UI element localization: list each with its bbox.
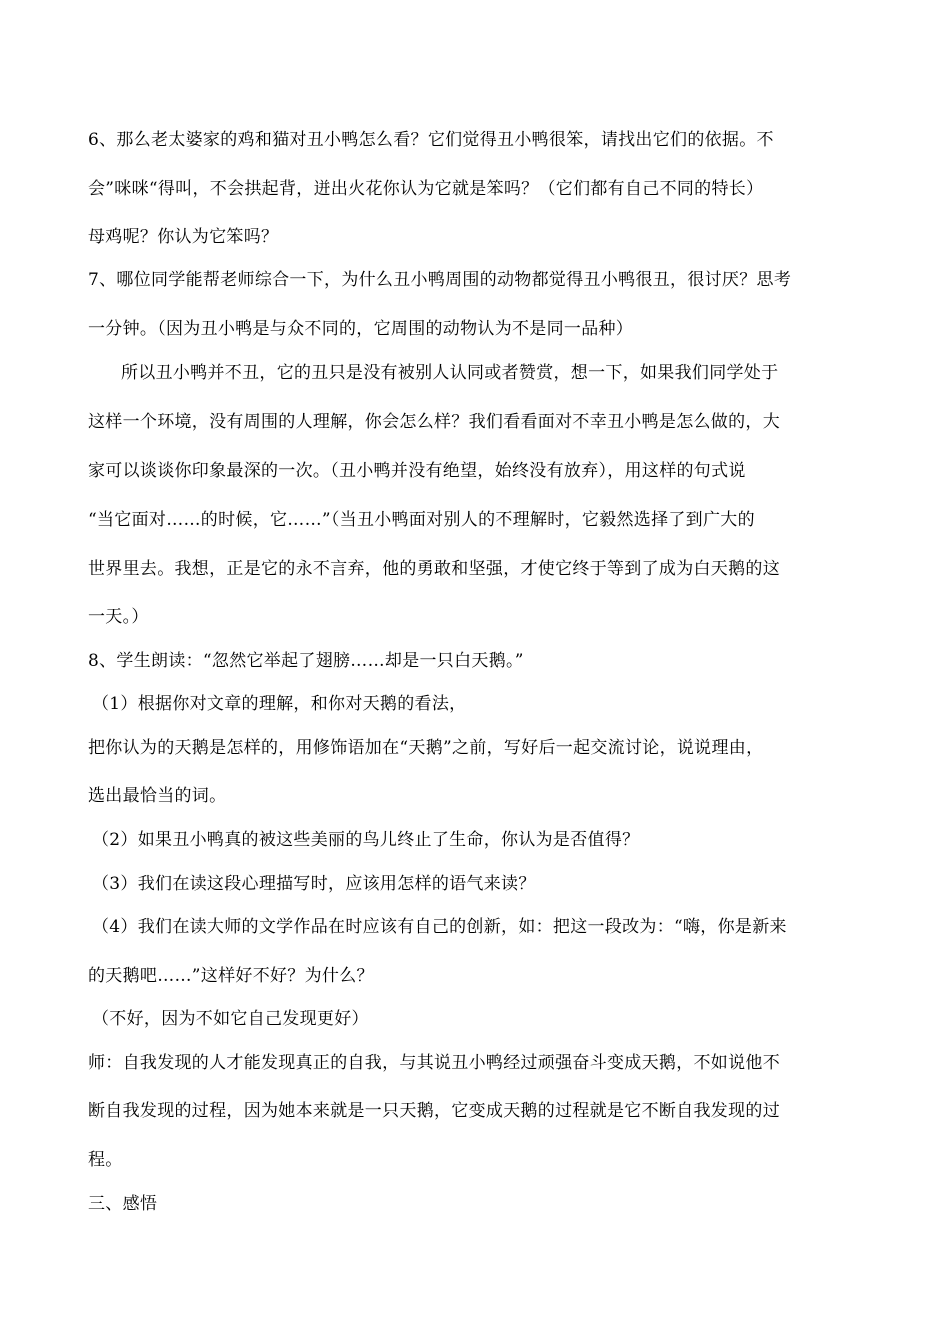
section-heading: 三、感悟 [88,1194,158,1214]
paragraph-line: 7、哪位同学能帮老师综合一下，为什么丑小鸭周围的动物都觉得丑小鸭很丑，很讨厌？思考 [88,270,792,290]
paragraph-line: 会”咪咪“得叫，不会拱起背，迸出火花你认为它就是笨吗？（它们都有自己不同的特长） [88,179,764,199]
paragraph-line: “当它面对……的时候，它……”（当丑小鸭面对别人的不理解时，它毅然选择了到广大的 [88,510,755,530]
paragraph-line: 母鸡呢？你认为它笨吗？ [88,227,279,247]
paragraph-line: （2）如果丑小鸭真的被这些美丽的鸟儿终止了生命，你认为是否值得？ [92,830,640,850]
paragraph-line: 一分钟。（因为丑小鸭是与众不同的，它周围的动物认为不是同一品种） [88,319,634,339]
paragraph-line: （不好，因为不如它自己发现更好） [92,1009,369,1029]
paragraph-line: 的天鹅吧……”这样好不好？为什么？ [88,966,374,986]
paragraph-line: 家可以谈谈你印象最深的一次。（丑小鸭并没有绝望，始终没有放弃），用这样的句式说 [88,461,746,481]
paragraph-line: （1）根据你对文章的理解，和你对天鹅的看法， [92,694,467,714]
paragraph-line: 所以丑小鸭并不丑，它的丑只是没有被别人认同或者赞赏，想一下，如果我们同学处于 [121,363,779,383]
paragraph-line: 把你认为的天鹅是怎样的，用修饰语加在“天鹅”之前，写好后一起交流讨论，说说理由， [88,738,764,758]
paragraph-line: 这样一个环境，没有周围的人理解，你会怎么样？我们看看面对不幸丑小鸭是怎么做的，大 [88,412,780,432]
paragraph-line: 一天。） [88,607,149,627]
paragraph-line: 选出最恰当的词。 [88,786,227,806]
paragraph-line: 6、那么老太婆家的鸡和猫对丑小鸭怎么看？它们觉得丑小鸭很笨，请找出它们的依据。不 [88,130,774,150]
paragraph-line: （3）我们在读这段心理描写时，应该用怎样的语气来读？ [92,874,536,894]
paragraph-line: （4）我们在读大师的文学作品在时应该有自己的创新，如：把这一段改为：“嗨，你是新来 [92,917,787,937]
paragraph-line: 断自我发现的过程，因为她本来就是一只天鹅，它变成天鹅的过程就是它不断自我发现的过 [88,1101,780,1121]
paragraph-line: 程。 [88,1150,123,1170]
paragraph-line: 世界里去。我想，正是它的永不言弃，他的勇敢和坚强，才使它终于等到了成为白天鹅的这 [88,559,780,579]
paragraph-line: 8、学生朗读：“忽然它举起了翅膀……却是一只白天鹅。” [88,651,524,671]
paragraph-line: 师：自我发现的人才能发现真正的自我，与其说丑小鸭经过顽强奋斗变成天鹅，不如说他不 [88,1053,780,1073]
